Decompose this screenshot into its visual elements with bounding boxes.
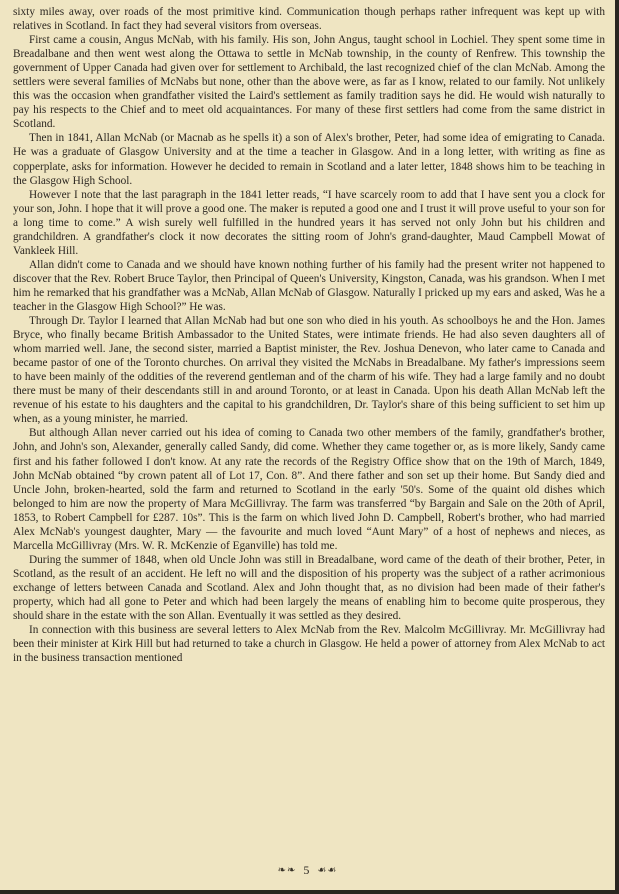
body-text: [13, 5, 605, 665]
paragraph: First came a cousin, Angus McNab, with his family. His son, John Angus, taught school in Lochiel. They spent some time in Breadalbane and then went west along the Ottawa to settle in McNab township, in the county of Renfrew. This township the government of Upper Canada had given over for settlement to Archibald, the last recognized chief of the clan McNab. Among the settlers were several families of McNabs but none, other than the above were, as far as I know, related to our family. Not unlikely this was the occasion when grandfather visited the Laird's settlement as family tradition says he did. He would wish naturally to pay his respects to the Chief and to meet old acquaintances. For many of these first settlers had come from the same district in Scotland.: [13, 34, 605, 131]
paragraph: Allan didn't come to Canada and we should have known nothing further of his family had the present writer not happened to discover that the Rev. Robert Bruce Taylor, then Principal of Queen's University, Kingston, Canada, was his grandson. When I met him he remarked that his grandfather was a McNab, Allan McNab of Glasgow. Naturally I pricked up my ears and asked, Was he a teacher in the Glasgow High School?” He was.: [13, 258, 605, 313]
paragraph: Then in 1841, Allan McNab (or Macnab as he spells it) a son of Alex's brother, Peter, had some idea of emigrating to Canada. He was a graduate of Glasgow University and at the time a teacher in Glasgow. And in a long letter, with writing as fine as copperplate, asks for information. However he decided to remain in Scotland and a later letter, 1848 shows him to be teaching in the Glasgow High School.: [13, 132, 605, 187]
ornament-right-icon: ☙☙: [317, 865, 338, 876]
ornament-left-icon: ❧❧: [277, 865, 297, 876]
paragraph: But although Allan never carried out his idea of coming to Canada two other members of the family, grandfather's brother, John, and John's son, Alexander, generally called Sandy, did come. Whether they came together or, as is more likely, Sandy came first and his father followed I don't know. At any rate the records of the Registry Office show that on the 19th of March, 1849, John McNab obtained “by crown patent all of Lot 17, Con. 8”. And there father and son set up their home. But Sandy died and Uncle John, broken-hearted, sold the farm and returned to Scotland in the early '50's. Some of the quaint old dishes which belonged to him are now the property of Mara McGillivray. The farm was transferred “by Bargain and Sale on the 20th of April, 1853, to Robert Campbell for £287. 10s”. This is the farm on which lived John D. Campbell, Robert's brother, who had married Alex McNab's youngest daughter, Mary — the favourite and much loved “Aunt Mary” of a host of nephews and nieces, as Marcella McGillivray (Mrs. W. R. McKenzie of Eganville) has told me.: [13, 427, 605, 552]
paragraph: During the summer of 1848, when old Uncle John was still in Breadalbane, word came of the death of their brother, Peter, in Scotland, as the result of an accident. He left no will and the disposition of his property was the subject of a rather acrimonious exchange of letters between Canada and Scotland. Alex and John thought that, as no division had been made of their father's property, which had all gone to Peter and which had been largely the means of enabling him to become quite prosperous, they should share in the estate with the son Allan. Eventually it was settled as they desired.: [13, 553, 605, 623]
paragraph: However I note that the last paragraph in the 1841 letter reads, “I have scarcely room to add that I have sent you a clock for your son, John. I hope that it will prove a good one. The maker is reputed a good one and I trust it will prove useful to your son for a long time to come.” A wish surely well fulfilled in the hundred years it has served not only John but his children and grandchildren. A grandfather's clock it now decorates the sitting room of John's grand-daughter, Maud Campbell Mowat of Vankleek Hill.: [13, 188, 605, 257]
paragraph: sixty miles away, over roads of the most primitive kind. Communication though perhaps rather infrequent was kept up with relatives in Scotland. In fact they had several visitors from overseas.: [13, 6, 605, 33]
page-number: 5: [303, 863, 311, 877]
paragraph: In connection with this business are several letters to Alex McNab from the Rev. Malcolm McGillivray. Mr. McGillivray had been their minister at Kirk Hill but had returned to take a church in Glasgow. He held a power of attorney from Alex McNab to act in the business transaction mentioned: [13, 624, 605, 665]
page-footer: [0, 863, 615, 878]
paragraph: Through Dr. Taylor I learned that Allan McNab had but one son who died in his youth. As schoolboys he and the Hon. James Bryce, who finally became British Ambassador to the United States, were intimate friends. He had also seven daughters all of whom married well. Jane, the second sister, married a Baptist minister, the Rev. Joshua Denevon, who later came to Canada and became pastor of one of the Toronto churches. On arrival they visited the McNabs in Breadalbane. My father's impressions seem to have been mainly of the oddities of the reverend gentleman and of the charm of his wife. They had a large family and no doubt there must be many of their descendants still in and around Toronto, or at least in Canada. Upon his death Allan McNab left the revenue of his estate to his daughters and the capital to his grandchildren, Dr. Taylor's share of this being sufficient to set him up when, as a young minister, he married.: [13, 315, 605, 426]
